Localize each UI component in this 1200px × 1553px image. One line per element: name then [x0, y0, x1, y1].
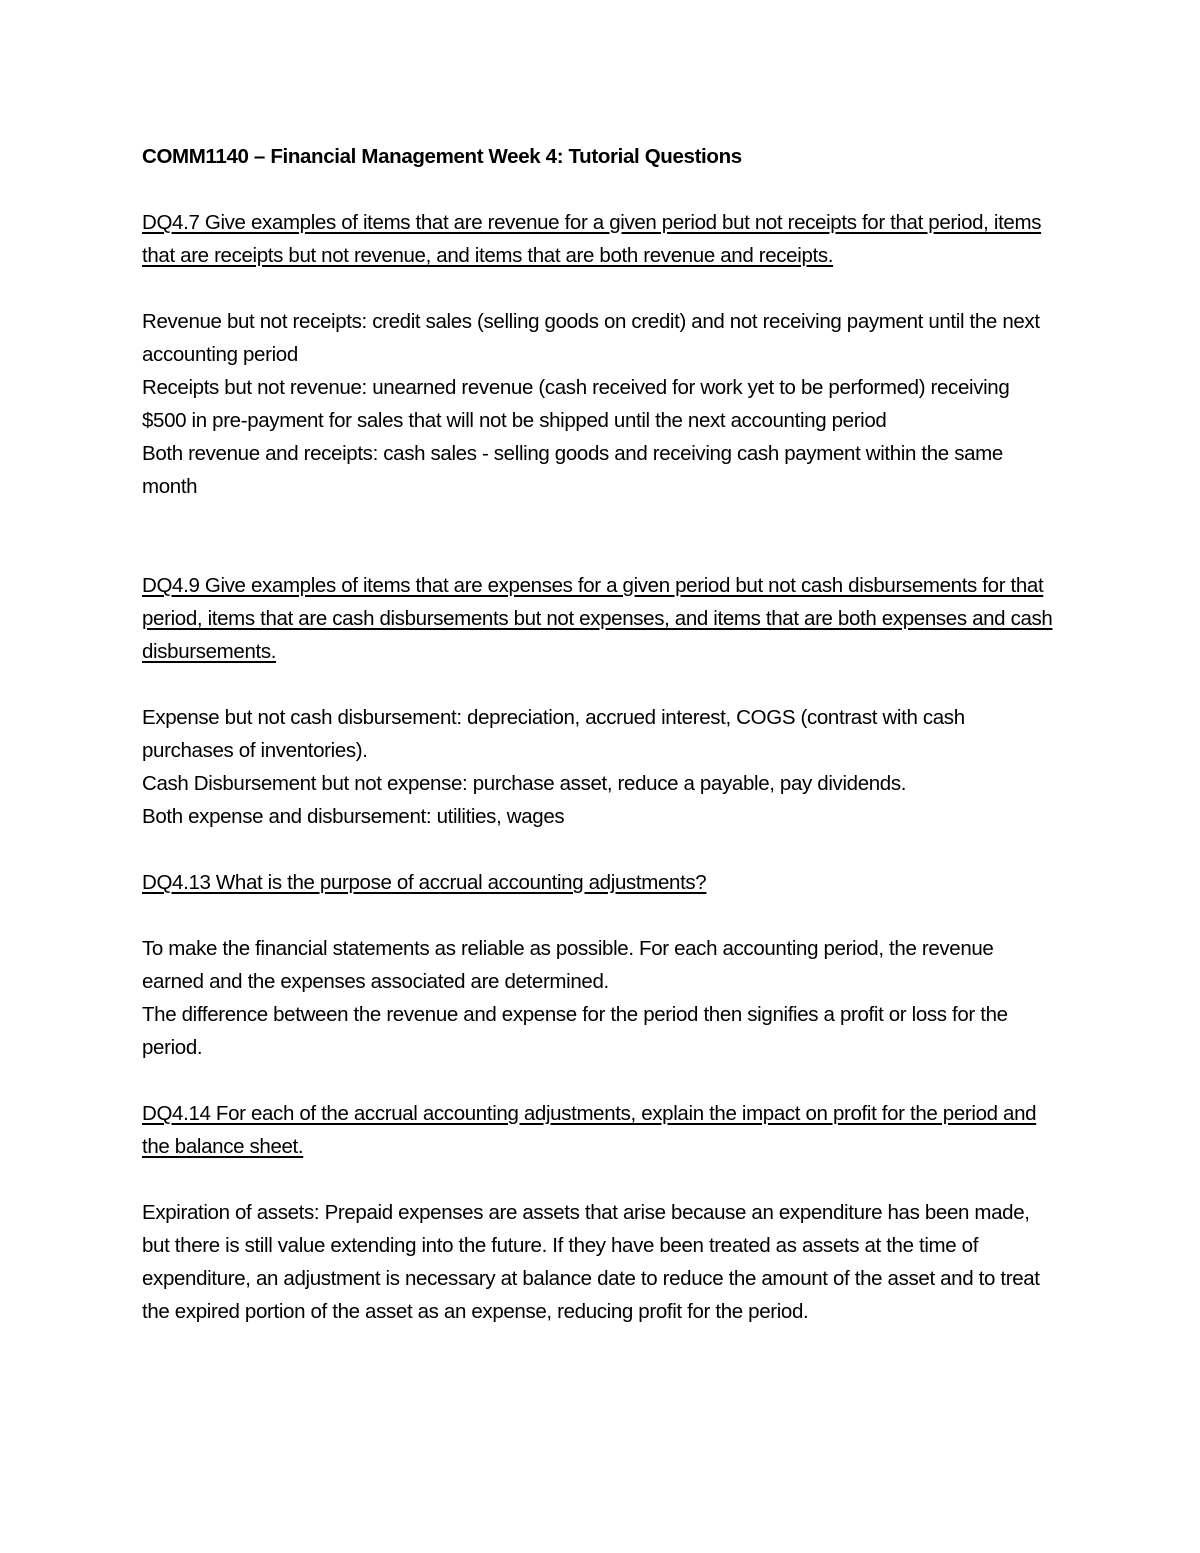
question-dq4-14: DQ4.14 For each of the accrual accounting adjustments, explain the impact on profit for the period and the balance sheet. [142, 1102, 1037, 1158]
spacer [142, 899, 1057, 932]
answer-dq4-14 [142, 1196, 1057, 1328]
spacer [142, 272, 1057, 305]
spacer [142, 503, 1057, 569]
answer-line: Both revenue and receipts: cash sales - selling goods and receiving cash payment within the same month [142, 442, 1003, 498]
spacer [142, 668, 1057, 701]
spacer [142, 833, 1057, 866]
answer-dq4-13 [142, 932, 1057, 1064]
spacer [142, 173, 1057, 206]
answer-dq4-9 [142, 701, 1057, 833]
document-title: COMM1140 – Financial Management Week 4: Tutorial Questions [142, 145, 742, 168]
answer-line: Receipts but not revenue: unearned revenue (cash received for work yet to be performed) receiving $500 in pre-payment for sales that will not be shipped until the next accounting period [142, 376, 1010, 432]
answer-line: The difference between the revenue and expense for the period then signifies a profit or loss for the period. [142, 1003, 1008, 1059]
spacer [142, 1064, 1057, 1097]
answer-dq4-7 [142, 305, 1057, 503]
answer-line: Cash Disbursement but not expense: purchase asset, reduce a payable, pay dividends. [142, 772, 907, 795]
answer-line: Expense but not cash disbursement: depreciation, accrued interest, COGS (contrast with cash purchases of inventories). [142, 706, 965, 762]
answer-line: Expiration of assets: Prepaid expenses are assets that arise because an expenditure has been made, but there is still value extending into the future. If they have been treated as assets at the time of expenditure, an adjustment is necessary at balance date to reduce the amount of the asset and to treat the expired portion of the asset as an expense, reducing profit for the period. [142, 1201, 1040, 1323]
question-dq4-9: DQ4.9 Give examples of items that are expenses for a given period but not cash disbursements for that period, items that are cash disbursements but not expenses, and items that are both expenses and cash disbursements. [142, 574, 1053, 663]
answer-line: Both expense and disbursement: utilities, wages [142, 805, 565, 828]
spacer [142, 1163, 1057, 1196]
question-dq4-7: DQ4.7 Give examples of items that are revenue for a given period but not receipts for that period, items that are receipts but not revenue, and items that are both revenue and receipts. [142, 211, 1042, 267]
answer-line: To make the financial statements as reliable as possible. For each accounting period, the revenue earned and the expenses associated are determined. [142, 937, 994, 993]
answer-line: Revenue but not receipts: credit sales (selling goods on credit) and not receiving payment until the next accounting period [142, 310, 1040, 366]
question-dq4-13: DQ4.13 What is the purpose of accrual accounting adjustments? [142, 871, 707, 894]
document-body [142, 140, 1057, 1328]
